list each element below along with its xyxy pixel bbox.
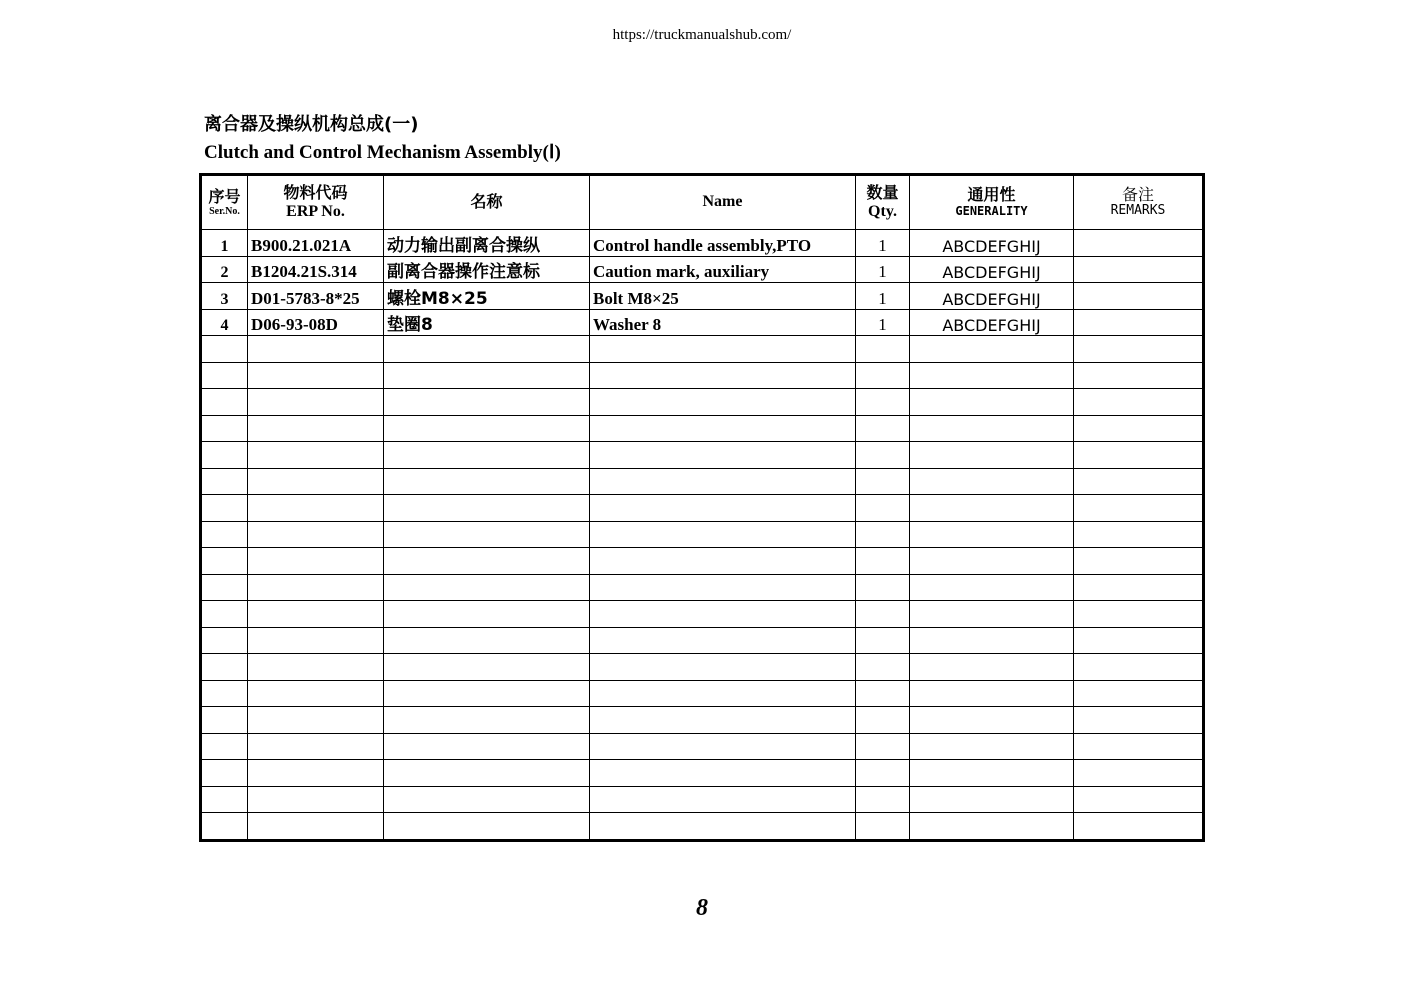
header-ser bbox=[201, 175, 248, 230]
cell-ser bbox=[201, 601, 248, 628]
cell-remarks bbox=[1074, 574, 1204, 601]
table-row-empty bbox=[201, 786, 1204, 813]
cell-remarks bbox=[1074, 654, 1204, 681]
header-qty-en: Qty. bbox=[868, 202, 897, 220]
cell-name bbox=[590, 521, 856, 548]
cell-qty: 1 bbox=[856, 230, 910, 257]
cell-qty bbox=[856, 601, 910, 628]
cell-remarks bbox=[1074, 468, 1204, 495]
cell-remarks bbox=[1074, 786, 1204, 813]
header-qty-cn: 数量 bbox=[866, 183, 899, 203]
cell-qty bbox=[856, 336, 910, 363]
cell-remarks bbox=[1074, 415, 1204, 442]
table-body bbox=[201, 230, 1204, 841]
cell-erp bbox=[248, 415, 384, 442]
cell-erp: D01-5783-8*25 bbox=[248, 283, 384, 310]
cell-qty bbox=[856, 574, 910, 601]
cell-ser: 2 bbox=[201, 256, 248, 283]
cell-remarks bbox=[1074, 309, 1204, 336]
cell-ser bbox=[201, 468, 248, 495]
cell-name bbox=[590, 415, 856, 442]
cell-generality bbox=[910, 574, 1074, 601]
cell-generality: ABCDEFGHIJ bbox=[910, 283, 1074, 310]
header-erp-en: ERP No. bbox=[286, 202, 345, 220]
cell-name: Caution mark, auxiliary bbox=[590, 256, 856, 283]
table-row bbox=[201, 230, 1204, 257]
header-generality-cn: 通用性 bbox=[967, 185, 1016, 205]
cell-cn-name: 副离合器操作注意标 bbox=[384, 256, 590, 283]
cell-qty bbox=[856, 654, 910, 681]
header-ser-cn: 序号 bbox=[208, 186, 241, 206]
cell-remarks bbox=[1074, 760, 1204, 787]
table-row-empty bbox=[201, 601, 1204, 628]
header-name bbox=[590, 175, 856, 230]
cell-generality bbox=[910, 760, 1074, 787]
cell-ser: 1 bbox=[201, 230, 248, 257]
cell-remarks bbox=[1074, 336, 1204, 363]
cell-name: Control handle assembly,PTO bbox=[590, 230, 856, 257]
cell-cn-name bbox=[384, 813, 590, 841]
cell-cn-name bbox=[384, 786, 590, 813]
table-row-empty bbox=[201, 654, 1204, 681]
cell-generality bbox=[910, 707, 1074, 734]
cell-remarks bbox=[1074, 707, 1204, 734]
cell-qty: 1 bbox=[856, 256, 910, 283]
header-remarks-en: REMARKS bbox=[1110, 203, 1166, 219]
source-url: https://truckmanualshub.com/ bbox=[612, 27, 792, 43]
header-cn-name-cn: 名称 bbox=[470, 192, 503, 212]
cell-qty bbox=[856, 468, 910, 495]
cell-ser: 4 bbox=[201, 309, 248, 336]
cell-cn-name bbox=[384, 654, 590, 681]
cell-ser bbox=[201, 627, 248, 654]
cell-ser bbox=[201, 336, 248, 363]
cell-name bbox=[590, 362, 856, 389]
cell-erp bbox=[248, 442, 384, 469]
header-generality bbox=[910, 175, 1074, 230]
cell-qty: 1 bbox=[856, 283, 910, 310]
cell-generality bbox=[910, 495, 1074, 522]
cell-ser bbox=[201, 707, 248, 734]
cell-generality bbox=[910, 627, 1074, 654]
cell-qty bbox=[856, 442, 910, 469]
header-name-en: Name bbox=[702, 193, 743, 211]
cell-generality bbox=[910, 336, 1074, 363]
cell-cn-name: 螺栓M8×25 bbox=[384, 283, 590, 310]
cell-erp bbox=[248, 468, 384, 495]
cell-erp bbox=[248, 707, 384, 734]
cell-generality bbox=[910, 442, 1074, 469]
cell-erp bbox=[248, 786, 384, 813]
cell-cn-name bbox=[384, 574, 590, 601]
table-row-empty bbox=[201, 389, 1204, 416]
table-row-empty bbox=[201, 362, 1204, 389]
cell-qty: 1 bbox=[856, 309, 910, 336]
cell-name bbox=[590, 389, 856, 416]
cell-ser bbox=[201, 813, 248, 841]
cell-generality bbox=[910, 468, 1074, 495]
cell-name bbox=[590, 760, 856, 787]
cell-ser bbox=[201, 442, 248, 469]
cell-generality: ABCDEFGHIJ bbox=[910, 230, 1074, 257]
table-row-empty bbox=[201, 521, 1204, 548]
cell-erp bbox=[248, 389, 384, 416]
table-row-empty bbox=[201, 415, 1204, 442]
cell-remarks bbox=[1074, 283, 1204, 310]
cell-cn-name bbox=[384, 521, 590, 548]
page-number: 8 bbox=[696, 895, 708, 921]
cell-erp bbox=[248, 574, 384, 601]
cell-erp bbox=[248, 813, 384, 841]
cell-cn-name bbox=[384, 415, 590, 442]
cell-remarks bbox=[1074, 733, 1204, 760]
table-row bbox=[201, 283, 1204, 310]
cell-name bbox=[590, 601, 856, 628]
cell-generality bbox=[910, 680, 1074, 707]
cell-qty bbox=[856, 733, 910, 760]
cell-qty bbox=[856, 362, 910, 389]
cell-name bbox=[590, 336, 856, 363]
cell-remarks bbox=[1074, 627, 1204, 654]
cell-cn-name bbox=[384, 495, 590, 522]
cell-erp: B1204.21S.314 bbox=[248, 256, 384, 283]
cell-ser bbox=[201, 654, 248, 681]
table-row-empty bbox=[201, 760, 1204, 787]
cell-remarks bbox=[1074, 256, 1204, 283]
cell-qty bbox=[856, 521, 910, 548]
cell-qty bbox=[856, 760, 910, 787]
cell-remarks bbox=[1074, 548, 1204, 575]
header-remarks-cn: 备注 bbox=[1121, 184, 1154, 204]
cell-cn-name bbox=[384, 548, 590, 575]
cell-erp bbox=[248, 733, 384, 760]
cell-cn-name bbox=[384, 627, 590, 654]
cell-remarks bbox=[1074, 680, 1204, 707]
title-chinese: 离合器及操纵机构总成(一) bbox=[204, 114, 419, 135]
cell-qty bbox=[856, 680, 910, 707]
cell-qty bbox=[856, 548, 910, 575]
cell-generality bbox=[910, 548, 1074, 575]
table-row bbox=[201, 256, 1204, 283]
header-remarks bbox=[1074, 175, 1204, 230]
cell-cn-name bbox=[384, 601, 590, 628]
cell-generality bbox=[910, 733, 1074, 760]
cell-cn-name bbox=[384, 468, 590, 495]
table-row-empty bbox=[201, 680, 1204, 707]
header-cn-name bbox=[384, 175, 590, 230]
cell-ser bbox=[201, 521, 248, 548]
cell-qty bbox=[856, 786, 910, 813]
cell-generality bbox=[910, 415, 1074, 442]
cell-name bbox=[590, 574, 856, 601]
cell-ser bbox=[201, 415, 248, 442]
cell-ser bbox=[201, 389, 248, 416]
cell-erp bbox=[248, 362, 384, 389]
table-row-empty bbox=[201, 468, 1204, 495]
cell-name bbox=[590, 680, 856, 707]
cell-erp bbox=[248, 654, 384, 681]
cell-erp bbox=[248, 548, 384, 575]
cell-remarks bbox=[1074, 389, 1204, 416]
cell-erp bbox=[248, 627, 384, 654]
cell-cn-name bbox=[384, 442, 590, 469]
cell-ser bbox=[201, 786, 248, 813]
cell-ser bbox=[201, 548, 248, 575]
cell-name: Washer 8 bbox=[590, 309, 856, 336]
cell-ser bbox=[201, 733, 248, 760]
cell-erp bbox=[248, 680, 384, 707]
header-ser-en: Ser.No. bbox=[209, 205, 240, 217]
cell-cn-name bbox=[384, 389, 590, 416]
cell-remarks bbox=[1074, 521, 1204, 548]
header-erp-cn: 物料代码 bbox=[283, 183, 348, 203]
table-row-empty bbox=[201, 548, 1204, 575]
cell-name bbox=[590, 548, 856, 575]
cell-name bbox=[590, 733, 856, 760]
cell-generality: ABCDEFGHIJ bbox=[910, 256, 1074, 283]
cell-name bbox=[590, 813, 856, 841]
cell-erp bbox=[248, 760, 384, 787]
cell-generality bbox=[910, 389, 1074, 416]
cell-qty bbox=[856, 813, 910, 841]
cell-qty bbox=[856, 707, 910, 734]
table-row-empty bbox=[201, 442, 1204, 469]
table-row-empty bbox=[201, 813, 1204, 841]
cell-name bbox=[590, 707, 856, 734]
cell-remarks bbox=[1074, 813, 1204, 841]
cell-cn-name bbox=[384, 362, 590, 389]
table-row-empty bbox=[201, 627, 1204, 654]
table-row-empty bbox=[201, 336, 1204, 363]
cell-generality bbox=[910, 813, 1074, 841]
cell-remarks bbox=[1074, 601, 1204, 628]
cell-qty bbox=[856, 415, 910, 442]
cell-cn-name bbox=[384, 707, 590, 734]
cell-ser bbox=[201, 362, 248, 389]
header-qty bbox=[856, 175, 910, 230]
cell-remarks bbox=[1074, 495, 1204, 522]
cell-ser: 3 bbox=[201, 283, 248, 310]
cell-remarks bbox=[1074, 442, 1204, 469]
cell-generality: ABCDEFGHIJ bbox=[910, 309, 1074, 336]
cell-erp: B900.21.021A bbox=[248, 230, 384, 257]
cell-cn-name bbox=[384, 760, 590, 787]
cell-erp bbox=[248, 336, 384, 363]
cell-generality bbox=[910, 362, 1074, 389]
cell-name bbox=[590, 654, 856, 681]
cell-generality bbox=[910, 786, 1074, 813]
cell-remarks bbox=[1074, 230, 1204, 257]
cell-cn-name: 动力输出副离合操纵 bbox=[384, 230, 590, 257]
cell-generality bbox=[910, 654, 1074, 681]
title-english: Clutch and Control Mechanism Assembly(Ⅰ) bbox=[204, 142, 561, 163]
cell-name: Bolt M8×25 bbox=[590, 283, 856, 310]
cell-name bbox=[590, 786, 856, 813]
parts-table bbox=[199, 173, 1205, 842]
cell-cn-name bbox=[384, 336, 590, 363]
cell-cn-name bbox=[384, 680, 590, 707]
cell-qty bbox=[856, 495, 910, 522]
cell-ser bbox=[201, 680, 248, 707]
cell-name bbox=[590, 442, 856, 469]
header-erp bbox=[248, 175, 384, 230]
cell-cn-name bbox=[384, 733, 590, 760]
cell-name bbox=[590, 627, 856, 654]
cell-qty bbox=[856, 627, 910, 654]
cell-remarks bbox=[1074, 362, 1204, 389]
table-header-row bbox=[201, 175, 1204, 230]
cell-generality bbox=[910, 521, 1074, 548]
cell-generality bbox=[910, 601, 1074, 628]
cell-erp bbox=[248, 495, 384, 522]
cell-erp: D06-93-08D bbox=[248, 309, 384, 336]
cell-cn-name: 垫圈8 bbox=[384, 309, 590, 336]
cell-ser bbox=[201, 760, 248, 787]
table-row-empty bbox=[201, 574, 1204, 601]
cell-ser bbox=[201, 574, 248, 601]
cell-name bbox=[590, 468, 856, 495]
cell-name bbox=[590, 495, 856, 522]
table-row-empty bbox=[201, 733, 1204, 760]
table-row-empty bbox=[201, 707, 1204, 734]
cell-erp bbox=[248, 601, 384, 628]
table-row bbox=[201, 309, 1204, 336]
cell-ser bbox=[201, 495, 248, 522]
table-row-empty bbox=[201, 495, 1204, 522]
cell-erp bbox=[248, 521, 384, 548]
cell-qty bbox=[856, 389, 910, 416]
header-generality-en: GENERALITY bbox=[955, 203, 1028, 218]
